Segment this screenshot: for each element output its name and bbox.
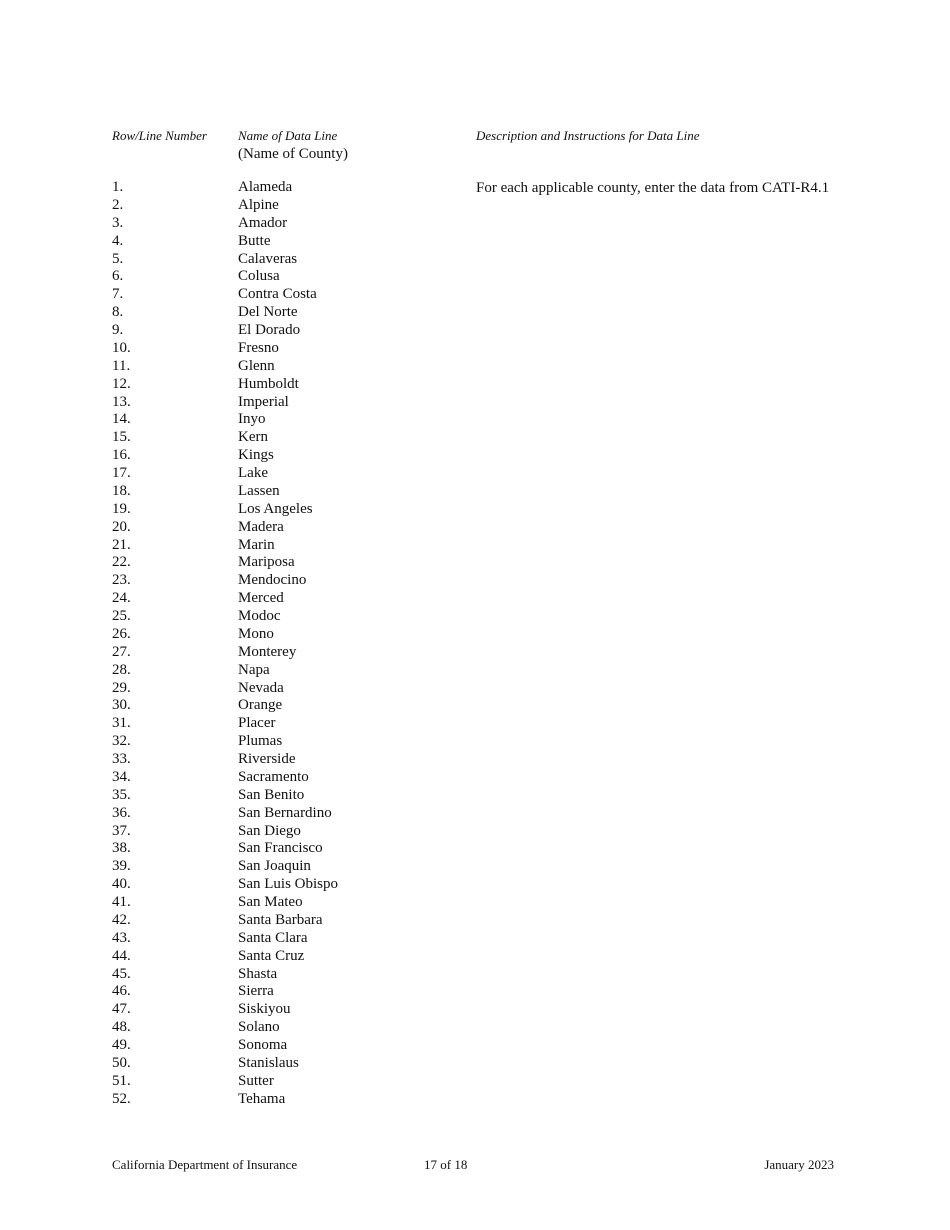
row-number: 7. xyxy=(112,286,124,303)
county-name: San Diego xyxy=(238,822,301,839)
table-row xyxy=(112,1073,872,1091)
county-name: Sacramento xyxy=(238,768,309,785)
county-name: Los Angeles xyxy=(238,500,313,517)
county-name: Fresno xyxy=(238,339,279,356)
row-number: 41. xyxy=(112,894,131,910)
row-number: 38. xyxy=(112,840,131,857)
footer-left: California Department of Insurance xyxy=(112,1157,298,1172)
table-row xyxy=(112,304,872,322)
county-name: San Mateo xyxy=(238,894,303,910)
county-name: Santa Clara xyxy=(238,929,308,946)
county-name: Marin xyxy=(238,536,275,553)
county-name: Stanislaus xyxy=(238,1054,299,1071)
table-row xyxy=(112,608,872,626)
row-number: 10. xyxy=(112,339,131,356)
table-row xyxy=(112,930,872,948)
county-name: Plumas xyxy=(238,733,283,750)
county-name: Colusa xyxy=(238,268,280,285)
row-number: 43. xyxy=(112,929,131,946)
row-number: 21. xyxy=(112,536,131,553)
row-number: 35. xyxy=(112,786,131,803)
table-row xyxy=(112,662,872,680)
row-number: 50. xyxy=(112,1054,131,1071)
table-row xyxy=(112,1019,872,1037)
county-name: Sonoma xyxy=(238,1037,288,1053)
county-name: Imperial xyxy=(238,393,289,410)
table-row xyxy=(112,358,872,376)
row-number: 23. xyxy=(112,572,131,589)
instruction-text: For each applicable county, enter the data from CATI-R4.1 xyxy=(476,180,830,196)
row-number: 28. xyxy=(112,661,131,678)
row-number: 22. xyxy=(112,554,131,571)
table-row xyxy=(112,948,872,966)
county-name: Orange xyxy=(238,697,283,714)
county-name: Nevada xyxy=(238,679,284,696)
table-row xyxy=(112,197,872,215)
county-name: Madera xyxy=(238,518,284,535)
row-number: 1. xyxy=(112,179,124,195)
row-number: 6. xyxy=(112,268,124,285)
row-number: 52. xyxy=(112,1090,131,1107)
row-number: 29. xyxy=(112,679,131,696)
column-header-description: Description and Instructions for Data Line xyxy=(476,128,700,143)
county-name: Solano xyxy=(238,1019,280,1036)
row-number: 14. xyxy=(112,411,131,428)
table-row xyxy=(112,179,872,197)
table-row xyxy=(112,626,872,644)
county-name: Santa Barbara xyxy=(238,911,323,928)
county-name: Del Norte xyxy=(238,304,298,321)
table-row xyxy=(112,429,872,447)
table-row xyxy=(112,823,872,841)
row-number: 4. xyxy=(112,232,124,249)
table-row xyxy=(112,340,872,358)
table-row xyxy=(112,894,872,912)
row-number: 5. xyxy=(112,250,124,267)
row-number: 49. xyxy=(112,1037,131,1053)
table-row xyxy=(112,697,872,715)
row-number: 46. xyxy=(112,983,131,1000)
row-number: 31. xyxy=(112,715,131,732)
table-row xyxy=(112,912,872,930)
county-name: Modoc xyxy=(238,608,281,624)
table-row xyxy=(112,554,872,572)
column-header-subtitle: (Name of County) xyxy=(238,146,348,162)
table-row xyxy=(112,876,872,894)
row-number: 42. xyxy=(112,911,131,928)
row-number: 24. xyxy=(112,590,131,607)
table-row xyxy=(112,644,872,662)
table-row xyxy=(112,322,872,340)
row-number: 17. xyxy=(112,465,131,481)
county-name: Contra Costa xyxy=(238,286,317,303)
row-number: 36. xyxy=(112,804,131,821)
table-row xyxy=(112,840,872,858)
row-number: 30. xyxy=(112,697,131,714)
table-row xyxy=(112,394,872,412)
county-name: San Joaquin xyxy=(238,858,311,875)
county-name: Kern xyxy=(238,429,268,446)
row-number: 18. xyxy=(112,482,131,499)
table-row xyxy=(112,251,872,269)
table-row xyxy=(112,715,872,733)
county-name: Mariposa xyxy=(238,554,295,571)
row-number: 2. xyxy=(112,196,124,213)
row-number: 11. xyxy=(112,357,131,374)
table-row xyxy=(112,733,872,751)
row-number: 27. xyxy=(112,643,131,660)
row-number: 26. xyxy=(112,625,131,642)
row-number: 15. xyxy=(112,429,131,446)
county-name: Santa Cruz xyxy=(238,947,305,964)
table-row xyxy=(112,1055,872,1073)
county-name: Mendocino xyxy=(238,572,307,589)
county-name: San Bernardino xyxy=(238,804,332,821)
county-name: Inyo xyxy=(238,411,266,428)
table-row xyxy=(112,447,872,465)
row-number: 48. xyxy=(112,1019,131,1036)
row-number: 34. xyxy=(112,768,131,785)
table-row xyxy=(112,483,872,501)
table-row xyxy=(112,1091,872,1109)
county-name: Mono xyxy=(238,625,274,642)
table-row xyxy=(112,966,872,984)
county-name: Kings xyxy=(238,447,274,464)
row-number: 33. xyxy=(112,751,131,767)
table-row xyxy=(112,376,872,394)
table-row xyxy=(112,233,872,251)
county-name: San Luis Obispo xyxy=(238,876,339,893)
county-name: Siskiyou xyxy=(238,1001,291,1018)
county-name: Monterey xyxy=(238,643,297,660)
row-number: 44. xyxy=(112,947,131,964)
table-row xyxy=(112,215,872,233)
row-number: 47. xyxy=(112,1001,131,1018)
row-number: 12. xyxy=(112,375,131,392)
page-number: 17 of 18 xyxy=(424,1157,468,1172)
table-row xyxy=(112,268,872,286)
table-row xyxy=(112,787,872,805)
county-name: Napa xyxy=(238,661,270,678)
row-number: 37. xyxy=(112,822,131,839)
county-name: Calaveras xyxy=(238,250,298,267)
table-row xyxy=(112,769,872,787)
table-row xyxy=(112,858,872,876)
table-row xyxy=(112,680,872,698)
table-row xyxy=(112,537,872,555)
table-row xyxy=(112,572,872,590)
table-row xyxy=(112,465,872,483)
county-name: Shasta xyxy=(238,965,278,982)
table-row xyxy=(112,519,872,537)
county-name: Glenn xyxy=(238,357,275,374)
county-name: Sierra xyxy=(238,983,274,1000)
table-row xyxy=(112,501,872,519)
footer-date: January 2023 xyxy=(764,1157,834,1172)
row-number: 39. xyxy=(112,858,131,875)
table-row xyxy=(112,983,872,1001)
county-name: El Dorado xyxy=(238,322,301,338)
row-number: 45. xyxy=(112,965,131,982)
county-name: Butte xyxy=(238,232,271,249)
county-name: Placer xyxy=(238,715,276,732)
table-row xyxy=(112,751,872,769)
county-name: Alameda xyxy=(238,179,293,195)
county-name: Tehama xyxy=(238,1090,286,1107)
row-number: 13. xyxy=(112,393,131,410)
row-number: 9. xyxy=(112,322,124,338)
county-name: Lake xyxy=(238,465,268,481)
county-name: Humboldt xyxy=(238,375,299,392)
row-number: 19. xyxy=(112,500,131,517)
county-name: Sutter xyxy=(238,1072,274,1089)
county-table xyxy=(112,179,872,1109)
row-number: 16. xyxy=(112,447,131,464)
table-row xyxy=(112,1001,872,1019)
county-name: San Benito xyxy=(238,786,305,803)
row-number: 8. xyxy=(112,304,124,321)
table-row xyxy=(112,805,872,823)
county-name: Merced xyxy=(238,590,284,607)
row-number: 25. xyxy=(112,608,131,624)
row-number: 32. xyxy=(112,733,131,750)
county-name: Alpine xyxy=(238,196,279,213)
table-row xyxy=(112,286,872,304)
county-name: Lassen xyxy=(238,482,280,499)
county-name: Amador xyxy=(238,214,288,231)
table-row xyxy=(112,1037,872,1055)
row-number: 51. xyxy=(112,1072,131,1089)
row-number: 3. xyxy=(112,214,124,231)
table-row xyxy=(112,590,872,608)
column-header-name-of-data-line: Name of Data Line xyxy=(238,128,338,143)
column-header-row-line-number: Row/Line Number xyxy=(112,128,207,143)
table-row xyxy=(112,411,872,429)
county-name: San Francisco xyxy=(238,840,323,857)
row-number: 20. xyxy=(112,518,131,535)
county-name: Riverside xyxy=(238,751,296,767)
row-number: 40. xyxy=(112,876,131,893)
